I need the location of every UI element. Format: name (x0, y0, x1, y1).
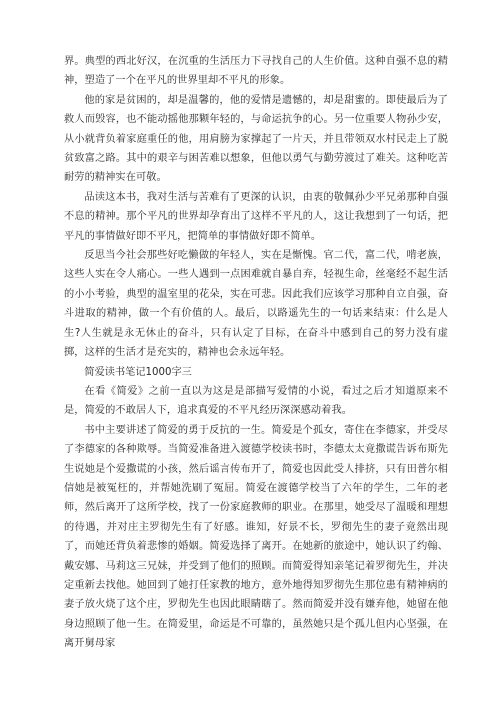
paragraph-1: 界。典型的西北好汉，在沉重的生活压力下寻找自己的人生价值。这种自强不息的精神，塑造了一个在平凡的世界里却不平凡的形象。 (64, 56, 448, 87)
paragraph-3: 品读这本书，我对生活与苦难有了更深的认识，由衷的敬佩孙少平兄弟那种自强不息的精神。那个平凡的世界却孕育出了这样不平凡的人，这让我想到了一句话，把平凡的事情做好即不平凡，把简单的事情做好即不简单。 (64, 191, 448, 242)
paragraph-6: 书中主要讲述了简爱的勇于反抗的一生。简爱是个孤女，寄住在李德家，并受尽了李德家的各种欺辱。当简爱准备进入渡德学校读书时，李德太太竟撒谎告诉布斯先生说她是个爱撒谎的小孩，然后谣言传布开了，简爱也因此受人排挤，只有田普尔相信她是被冤枉的，并帮她洗刷了冤屈。简爱在渡德学校当了六年的学生，二年的老师，然后离开了这所学校，找了一份家庭教师的职业。在那里，她受尽了温暖和理想的待遇，并对庄主罗彻先生有了好感。谁知，好景不长，罗彻先生的妻子竟然出现了，而她还背负着悲惨的婚姻。简爱选择了离开。在她新的旅途中，她认识了约翰、戴安娜、马莉这三兄妹，并受到了他们的照顾。而简爱得知亲笔记着罗彻先生，并决定重新去找他。她回到了她打任家教的地方，意外地得知罗彻先生那位患有精神病的妻子放火烧了这个庄，罗彻先生也因此眼睛瞎了。然而简爱并没有嫌弃他，她留在他身边照顾了他一生。在简爱里，命运是不可靠的，虽然她只是个孤儿但内心坚强，在离开舅母家 (64, 424, 448, 650)
paragraph-5: 在看《简爱》之前一直以为这是是部描写爱情的小说，看过之后才知道原来不是，简爱的不敢居人下，追求真爱的不平凡经历深深感动着我。 (64, 385, 448, 417)
section-title: 简爱读书笔记1000字三 (84, 366, 192, 378)
document-page (64, 52, 448, 654)
paragraph-2: 他的家是贫困的，却是温馨的，他的爱情是遗憾的，却是甜蜜的。即使最后为了救人而毁容，也不能动摇他那颗年轻的，与命运抗争的心。另一位重要人物孙少安，从小就背负着家庭重任的他，用肩膀为家撑起了一片天，并且带领双水村民走上了脱贫致富之路。其中的艰辛与困苦难以想象，但他以勇气与勤劳渡过了难关。这种吃苦耐劳的精神实在可敬。 (64, 94, 448, 184)
paragraph-4: 反思当今社会那些好吃懒做的年轻人，实在是惭愧。官二代，富二代，啃老族，这些人实在令人痛心。一些人遇到一点困难就自暴自弃，轻视生命，丝毫经不起生活的小小考验，典型的温室里的花朵，实在可悲。因此我们应该学习那种自立自强，奋斗进取的精神，做一个有价值的人。最后，以路遥先生的一句话来结束：什么是人生?人生就是永无休止的奋斗，只有认定了目标，在奋斗中感到自己的努力没有虚掷，这样的生活才是充实的，精神也会永远年轻。 (64, 250, 448, 359)
